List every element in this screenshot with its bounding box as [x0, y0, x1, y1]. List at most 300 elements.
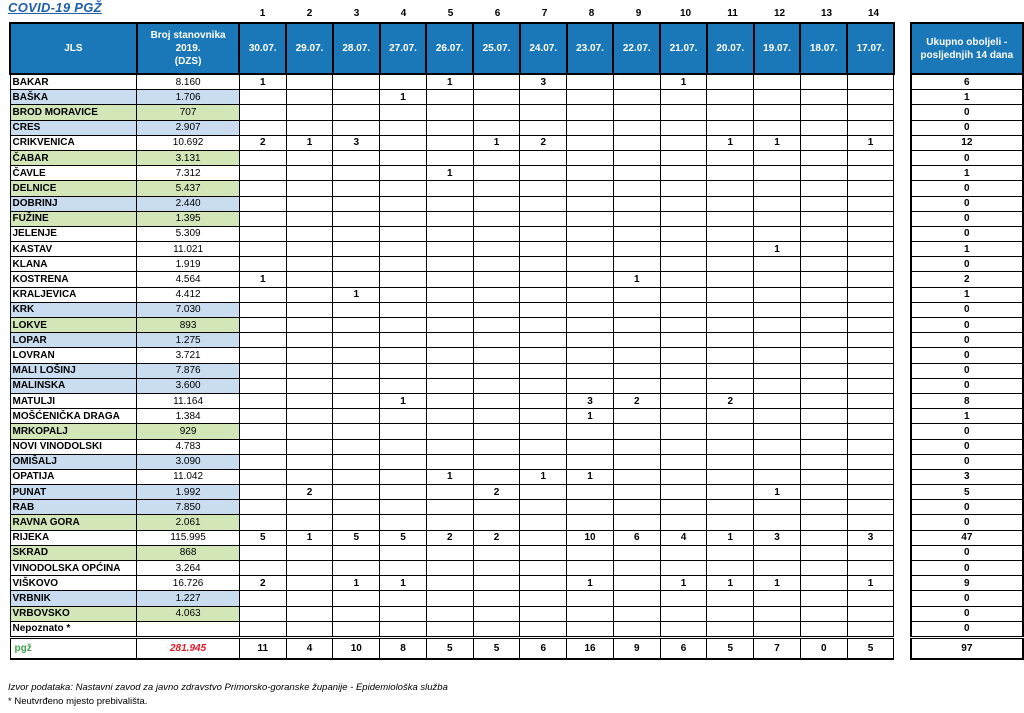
day-cases-cell	[426, 196, 473, 211]
day-cases-cell	[613, 257, 660, 272]
day-cases-cell	[380, 166, 427, 181]
day-cases-cell	[800, 545, 847, 560]
day-cases-cell	[473, 90, 520, 105]
total-cases-cell: 0	[911, 621, 1023, 637]
header-date: 24.07.	[520, 23, 567, 74]
day-cases-cell: 3	[754, 530, 801, 545]
day-cases-cell	[847, 515, 894, 530]
day-cases-cell	[333, 226, 380, 241]
day-number: 4	[400, 8, 407, 19]
day-cases-cell	[613, 363, 660, 378]
header-total: Ukupno oboljeli - posljednjih 14 dana	[911, 23, 1023, 74]
day-cases-cell	[707, 74, 754, 90]
day-cases-cell: 4	[660, 530, 707, 545]
day-cases-cell	[847, 272, 894, 287]
day-cases-cell	[847, 561, 894, 576]
spacer-cell	[894, 272, 911, 287]
day-cases-cell	[380, 181, 427, 196]
day-cases-cell	[660, 469, 707, 484]
day-cases-cell	[567, 318, 614, 333]
day-cases-cell	[333, 166, 380, 181]
day-cases-cell	[660, 561, 707, 576]
day-cases-cell	[520, 302, 567, 317]
day-cases-cell	[754, 196, 801, 211]
day-cases-cell	[707, 378, 754, 393]
day-cases-cell	[473, 576, 520, 591]
day-cases-cell	[286, 272, 333, 287]
day-cases-cell	[754, 318, 801, 333]
day-cases-cell	[380, 409, 427, 424]
day-cases-cell	[380, 105, 427, 120]
day-cases-cell	[613, 196, 660, 211]
day-cases-cell	[847, 424, 894, 439]
day-cases-cell	[380, 561, 427, 576]
day-cases-cell	[426, 150, 473, 165]
total-cases-cell: 0	[911, 196, 1023, 211]
table-row	[10, 242, 1023, 257]
municipality-name: RAVNA GORA	[10, 515, 137, 530]
table-row	[10, 196, 1023, 211]
municipality-name: SKRAD	[10, 545, 137, 560]
table-row	[10, 272, 1023, 287]
day-cases-cell	[520, 257, 567, 272]
day-cases-cell	[473, 621, 520, 637]
spacer-cell	[894, 409, 911, 424]
population-cell: 4.412	[137, 287, 240, 302]
header-date: 21.07.	[660, 23, 707, 74]
day-cases-cell	[754, 545, 801, 560]
day-cases-cell	[239, 196, 286, 211]
day-cases-cell	[286, 500, 333, 515]
day-cases-cell	[660, 348, 707, 363]
day-cases-cell	[613, 454, 660, 469]
day-cases-cell	[239, 333, 286, 348]
day-cases-cell	[567, 226, 614, 241]
table-row	[10, 545, 1023, 560]
day-cases-cell	[567, 74, 614, 90]
day-cases-cell	[754, 561, 801, 576]
day-cases-cell	[333, 105, 380, 120]
spacer-cell	[894, 211, 911, 226]
day-cases-cell	[847, 363, 894, 378]
day-cases-cell: 1	[473, 135, 520, 150]
day-cases-cell	[660, 333, 707, 348]
table-row	[10, 333, 1023, 348]
table-row	[10, 135, 1023, 150]
day-cases-cell	[567, 363, 614, 378]
municipality-name: MALI LOŠINJ	[10, 363, 137, 378]
day-cases-cell	[800, 515, 847, 530]
day-cases-cell: 1	[520, 469, 567, 484]
day-cases-cell	[473, 469, 520, 484]
day-cases-cell	[847, 333, 894, 348]
day-total-cell: 6	[660, 637, 707, 659]
day-cases-cell: 1	[847, 576, 894, 591]
day-cases-cell	[707, 409, 754, 424]
day-cases-cell	[333, 500, 380, 515]
day-cases-cell	[380, 120, 427, 135]
day-cases-cell	[707, 226, 754, 241]
total-cases-cell: 0	[911, 591, 1023, 606]
source-note: Izvor podataka: Nastavni zavod za javno zdravstvo Primorsko-goranske županije - Epidemiološka služba	[8, 682, 448, 693]
day-cases-cell	[660, 545, 707, 560]
day-cases-cell	[707, 424, 754, 439]
day-cases-cell	[380, 74, 427, 90]
total-cases-cell: 1	[911, 242, 1023, 257]
day-cases-cell: 1	[239, 272, 286, 287]
day-cases-cell	[754, 439, 801, 454]
day-cases-cell	[473, 242, 520, 257]
day-cases-cell	[239, 166, 286, 181]
day-cases-cell: 1	[286, 530, 333, 545]
day-cases-cell	[520, 363, 567, 378]
day-total-cell: 4	[286, 637, 333, 659]
day-cases-cell	[286, 211, 333, 226]
day-cases-cell	[286, 515, 333, 530]
day-cases-cell	[754, 90, 801, 105]
day-cases-cell	[286, 150, 333, 165]
day-cases-cell	[380, 500, 427, 515]
day-number: 8	[588, 8, 595, 19]
header-date: 20.07.	[707, 23, 754, 74]
day-cases-cell	[426, 576, 473, 591]
day-cases-cell	[520, 181, 567, 196]
population-cell: 11.042	[137, 469, 240, 484]
spacer-cell	[894, 621, 911, 637]
day-cases-cell	[754, 181, 801, 196]
table-row	[10, 120, 1023, 135]
day-cases-cell	[660, 424, 707, 439]
day-cases-cell	[754, 211, 801, 226]
day-cases-cell	[847, 257, 894, 272]
day-cases-cell	[567, 621, 614, 637]
population-cell: 1.992	[137, 485, 240, 500]
day-cases-cell	[520, 333, 567, 348]
day-cases-cell	[520, 211, 567, 226]
day-total-cell: 10	[333, 637, 380, 659]
table-row	[10, 454, 1023, 469]
day-cases-cell	[800, 378, 847, 393]
day-cases-cell	[660, 454, 707, 469]
day-cases-cell	[847, 591, 894, 606]
day-cases-cell	[800, 318, 847, 333]
day-cases-cell: 1	[380, 576, 427, 591]
day-cases-cell	[286, 302, 333, 317]
day-cases-cell	[847, 90, 894, 105]
total-cases-cell: 0	[911, 348, 1023, 363]
day-cases-cell	[847, 606, 894, 621]
day-cases-cell	[613, 211, 660, 226]
day-cases-cell	[754, 226, 801, 241]
day-cases-cell	[660, 242, 707, 257]
day-cases-cell	[426, 393, 473, 408]
day-cases-cell: 3	[333, 135, 380, 150]
day-cases-cell	[380, 454, 427, 469]
day-cases-cell	[800, 393, 847, 408]
day-cases-cell	[380, 257, 427, 272]
day-cases-cell	[567, 257, 614, 272]
day-cases-cell	[707, 591, 754, 606]
spacer-cell	[894, 226, 911, 241]
day-cases-cell	[613, 181, 660, 196]
day-cases-cell	[707, 242, 754, 257]
day-cases-cell	[333, 348, 380, 363]
day-number: 11	[727, 8, 738, 19]
day-cases-cell	[473, 105, 520, 120]
day-cases-cell	[520, 393, 567, 408]
total-cases-cell: 0	[911, 424, 1023, 439]
day-cases-cell	[613, 105, 660, 120]
day-cases-cell	[380, 545, 427, 560]
day-cases-cell	[286, 166, 333, 181]
day-cases-cell	[520, 591, 567, 606]
day-cases-cell: 1	[567, 469, 614, 484]
total-cases-cell: 0	[911, 302, 1023, 317]
day-cases-cell	[567, 333, 614, 348]
day-cases-cell	[660, 621, 707, 637]
day-cases-cell	[567, 242, 614, 257]
day-cases-cell	[613, 576, 660, 591]
total-cases-cell: 0	[911, 257, 1023, 272]
day-cases-cell	[426, 120, 473, 135]
day-cases-cell	[660, 150, 707, 165]
day-cases-cell	[613, 150, 660, 165]
day-cases-cell	[520, 424, 567, 439]
day-cases-cell	[520, 515, 567, 530]
day-cases-cell	[426, 500, 473, 515]
day-cases-cell	[473, 302, 520, 317]
day-cases-cell	[520, 166, 567, 181]
day-cases-cell	[707, 287, 754, 302]
day-cases-cell	[380, 333, 427, 348]
total-cases-cell: 1	[911, 90, 1023, 105]
day-cases-cell	[754, 302, 801, 317]
day-cases-cell	[567, 150, 614, 165]
day-cases-cell	[613, 242, 660, 257]
day-cases-cell	[333, 363, 380, 378]
day-total-cell: 16	[567, 637, 614, 659]
population-cell: 11.021	[137, 242, 240, 257]
day-cases-cell	[847, 348, 894, 363]
day-cases-cell	[380, 363, 427, 378]
day-total-cell: 11	[239, 637, 286, 659]
day-cases-cell	[613, 318, 660, 333]
day-total-cell: 0	[800, 637, 847, 659]
day-cases-cell	[520, 439, 567, 454]
day-cases-cell	[426, 621, 473, 637]
table-row	[10, 211, 1023, 226]
population-cell: 3.264	[137, 561, 240, 576]
total-cases-cell: 0	[911, 150, 1023, 165]
day-cases-cell	[800, 333, 847, 348]
population-cell: 2.440	[137, 196, 240, 211]
day-cases-cell	[660, 606, 707, 621]
municipality-name: OMIŠALJ	[10, 454, 137, 469]
day-cases-cell	[333, 545, 380, 560]
day-total-cell: 5	[473, 637, 520, 659]
day-cases-cell: 3	[520, 74, 567, 90]
day-number: 1	[259, 8, 266, 19]
day-cases-cell	[800, 74, 847, 90]
day-cases-cell	[613, 90, 660, 105]
day-cases-cell	[800, 363, 847, 378]
day-cases-cell	[660, 363, 707, 378]
day-cases-cell: 6	[613, 530, 660, 545]
day-cases-cell	[800, 500, 847, 515]
spacer-cell	[894, 318, 911, 333]
population-cell: 868	[137, 545, 240, 560]
population-cell: 3.721	[137, 348, 240, 363]
day-cases-cell	[286, 576, 333, 591]
day-cases-cell	[613, 561, 660, 576]
day-cases-cell	[333, 621, 380, 637]
day-cases-cell	[473, 333, 520, 348]
day-cases-cell	[333, 393, 380, 408]
day-cases-cell	[520, 105, 567, 120]
day-cases-cell	[707, 166, 754, 181]
day-cases-cell: 1	[613, 272, 660, 287]
total-cases-cell: 2	[911, 272, 1023, 287]
municipality-name: KASTAV	[10, 242, 137, 257]
population-cell: 4.783	[137, 439, 240, 454]
day-cases-cell: 1	[426, 469, 473, 484]
day-cases-cell	[754, 120, 801, 135]
table-row	[10, 257, 1023, 272]
day-cases-cell	[660, 181, 707, 196]
day-cases-cell	[426, 257, 473, 272]
municipality-name: FUŽINE	[10, 211, 137, 226]
population-cell: 3.090	[137, 454, 240, 469]
day-cases-cell	[473, 287, 520, 302]
day-cases-cell	[380, 424, 427, 439]
day-cases-cell	[426, 515, 473, 530]
day-cases-cell	[754, 348, 801, 363]
day-cases-cell	[754, 409, 801, 424]
day-cases-cell	[380, 469, 427, 484]
municipality-name: KOSTRENA	[10, 272, 137, 287]
day-cases-cell	[239, 378, 286, 393]
day-cases-cell	[707, 181, 754, 196]
day-cases-cell	[847, 120, 894, 135]
day-cases-cell	[239, 302, 286, 317]
day-cases-cell	[847, 409, 894, 424]
day-cases-cell	[239, 105, 286, 120]
day-cases-cell	[707, 196, 754, 211]
day-cases-cell	[754, 287, 801, 302]
day-cases-cell	[286, 74, 333, 90]
day-cases-cell: 1	[426, 166, 473, 181]
spacer-cell	[894, 530, 911, 545]
day-cases-cell	[754, 424, 801, 439]
day-cases-cell	[380, 378, 427, 393]
day-cases-cell	[380, 591, 427, 606]
header-date: 18.07.	[800, 23, 847, 74]
day-cases-cell	[520, 318, 567, 333]
day-cases-cell	[286, 90, 333, 105]
day-cases-cell	[707, 318, 754, 333]
spacer-cell	[894, 302, 911, 317]
day-cases-cell	[286, 454, 333, 469]
municipality-name: RIJEKA	[10, 530, 137, 545]
day-cases-cell	[380, 515, 427, 530]
day-cases-cell	[613, 424, 660, 439]
day-cases-cell	[847, 166, 894, 181]
day-cases-cell	[520, 287, 567, 302]
day-cases-cell	[847, 181, 894, 196]
day-cases-cell	[520, 545, 567, 560]
table-row	[10, 530, 1023, 545]
day-cases-cell	[286, 363, 333, 378]
total-cases-cell: 0	[911, 211, 1023, 226]
total-cases-cell: 0	[911, 439, 1023, 454]
header-date: 28.07.	[333, 23, 380, 74]
population-cell: 4.564	[137, 272, 240, 287]
day-cases-cell	[613, 378, 660, 393]
day-cases-cell	[754, 333, 801, 348]
day-cases-cell: 1	[660, 74, 707, 90]
day-cases-cell	[800, 105, 847, 120]
spacer-cell	[894, 181, 911, 196]
day-cases-cell	[613, 409, 660, 424]
day-cases-cell	[800, 135, 847, 150]
day-cases-cell	[613, 302, 660, 317]
day-cases-cell	[707, 333, 754, 348]
day-cases-cell	[426, 454, 473, 469]
day-cases-cell	[754, 257, 801, 272]
day-cases-cell	[239, 515, 286, 530]
day-cases-cell	[800, 485, 847, 500]
day-cases-cell	[660, 196, 707, 211]
spacer-cell	[894, 150, 911, 165]
day-cases-cell: 2	[473, 530, 520, 545]
total-cases-cell: 0	[911, 318, 1023, 333]
population-total: 281.945	[137, 637, 240, 659]
table-row	[10, 348, 1023, 363]
day-total-cell: 8	[380, 637, 427, 659]
population-cell	[137, 621, 240, 637]
population-cell: 2.061	[137, 515, 240, 530]
total-cases-cell: 0	[911, 181, 1023, 196]
municipality-name: NOVI VINODOLSKI	[10, 439, 137, 454]
footer	[8, 681, 448, 709]
day-cases-cell	[847, 211, 894, 226]
day-cases-cell	[473, 166, 520, 181]
day-cases-cell	[333, 606, 380, 621]
day-cases-cell	[426, 409, 473, 424]
day-cases-cell	[520, 485, 567, 500]
day-total-cell: 7	[754, 637, 801, 659]
day-cases-cell	[520, 272, 567, 287]
day-cases-cell	[707, 515, 754, 530]
day-cases-cell	[239, 561, 286, 576]
day-cases-cell	[239, 226, 286, 241]
day-cases-cell	[239, 257, 286, 272]
day-cases-cell	[567, 515, 614, 530]
day-cases-cell	[613, 74, 660, 90]
pgz-logo-label: pgž	[10, 637, 137, 659]
spacer-cell	[894, 196, 911, 211]
day-cases-cell	[473, 363, 520, 378]
day-cases-cell	[520, 348, 567, 363]
municipality-name: ČABAR	[10, 150, 137, 165]
day-cases-cell	[286, 287, 333, 302]
header-jls: JLS	[10, 23, 137, 74]
table-row	[10, 606, 1023, 621]
day-cases-cell	[707, 454, 754, 469]
day-cases-cell	[660, 120, 707, 135]
day-cases-cell	[520, 90, 567, 105]
day-cases-cell	[847, 469, 894, 484]
